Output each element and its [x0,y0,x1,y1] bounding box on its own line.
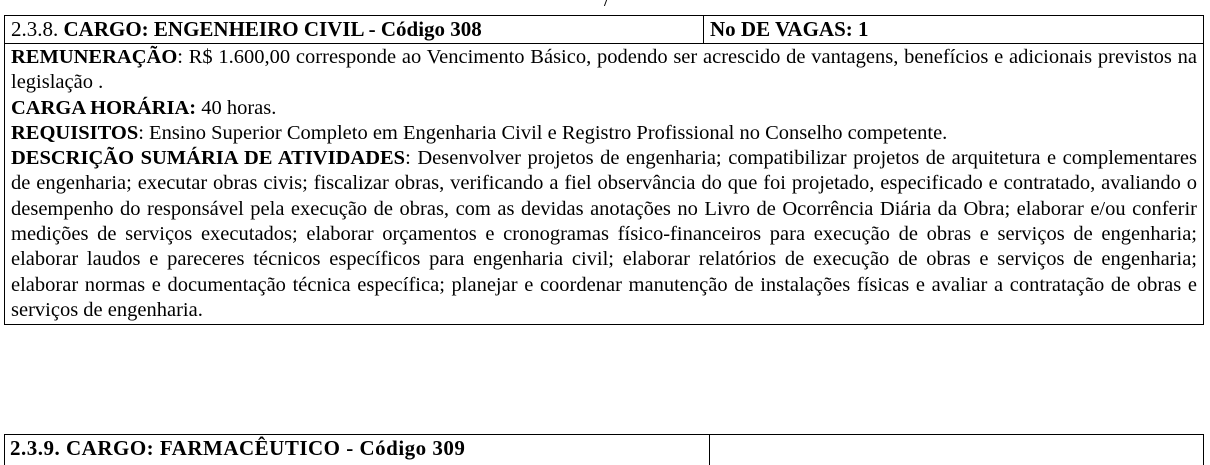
section-number: 2.3.8. [11,17,59,41]
requisitos-paragraph [11,121,1197,146]
carga-horaria-label: CARGA HORÁRIA: [11,96,197,119]
body-row [5,44,1204,325]
cut-right-border [1203,435,1204,465]
vagas-cell [704,16,1204,44]
descricao-text: : Desenvolver projetos de engenharia; compatibilizar projetos de arquitetura e complementares de engenharia; executar obras civis; fiscalizar obras, verificando a fiel observância do que foi projetado, especificado e contratado, avaliando o desempenho do responsável pela execução de obras, com as devidas anotações no Livro de Ocorrência Diária da Obra; elaborar e/ou conferir medições de serviços executados; elaborar orçamentos e cronogramas físico-financeiros para execução de obras e serviços de engenharia; elaborar laudos e pareceres técnicos específicos para engenharia civil; elaborar relatórios de execução de obras e serviços de engenharia; elaborar normas e documentação técnica específica; planejar e coordenar manutenção de instalações físicas e avaliar a contratação de obras e serviços de engenharia. [11,147,1197,321]
body-cell [5,44,1204,325]
cut-left-border [4,435,5,465]
carga-horaria-paragraph [11,96,1197,121]
next-section-row-cut-off [4,434,1204,465]
remuneracao-label: REMUNERAÇÃO [11,46,178,68]
job-description-table [4,15,1204,325]
next-section-title: 2.3.9. CARGO: FARMACÊUTICO - Código 309 [10,436,466,460]
remuneracao-paragraph [11,45,1197,96]
cargo-title: CARGO: ENGENHEIRO CIVIL - Código 308 [63,17,482,41]
vagas-label: No DE VAGAS: 1 [710,17,869,41]
requisitos-text: : Ensino Superior Completo em Engenharia Civil e Registro Profissional no Conselho competente. [138,121,948,144]
descricao-label: DESCRIÇÃO SUMÁRIA DE ATIVIDADES [11,147,406,170]
requisitos-label: REQUISITOS [11,121,139,144]
carga-horaria-text: 40 horas. [196,96,277,119]
stray-mark [604,0,611,6]
document-page [4,0,1206,460]
header-row [5,16,1204,44]
cargo-cell [5,16,704,44]
cut-column-divider [709,435,710,465]
remuneracao-text: : R$ 1.600,00 corresponde ao Vencimento Básico, podendo ser acrescido de vantagens, benefícios e adicionais previstos na legislação . [11,46,1197,94]
descricao-paragraph [11,146,1197,323]
